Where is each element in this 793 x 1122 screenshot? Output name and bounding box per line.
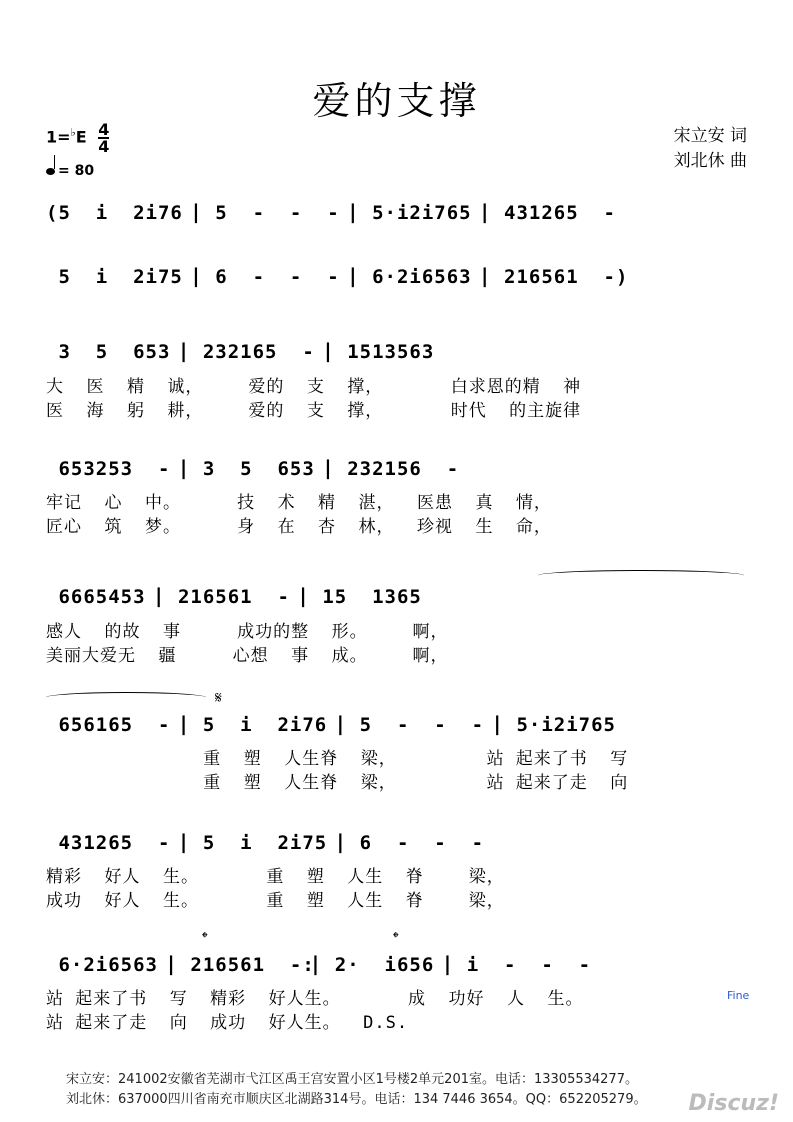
fine-marking: Fine <box>727 989 750 1002</box>
watermark: Discuz! <box>688 1091 779 1116</box>
music-row: 653253 - ⎸3 5 653 ⎸232156 - <box>46 458 460 480</box>
lyric-line-1: 精彩 好人 生。 重 塑 人生 脊 梁， <box>46 867 505 887</box>
music-row: 3 5 653 ⎸232165 - ⎸1513563 <box>46 341 435 363</box>
time-signature: $\frac{4}{4}$ <box>98 120 110 156</box>
song-title: 爱的支撑 <box>312 79 481 123</box>
tempo-marking: = 80 <box>46 163 94 179</box>
music-row: 6665453 ⎸216561 - ⎸15 1365 <box>46 586 422 608</box>
coda-icon: 𝄌 <box>393 928 399 947</box>
key-signature: 1=♭E $\frac{4}{4}$ <box>46 120 110 156</box>
footer-line: 宋立安：241002安徽省芜湖市弋江区禹王宫安置小区1号楼2单元201室。电话：13305534277。 <box>66 1072 638 1087</box>
segno-icon: 𝄋 <box>215 688 222 707</box>
lyric-line-2: 匠心 筑 梦。 身 在 杏 林， 珍视 生 命， <box>46 517 552 537</box>
music-row: (5 i 2i76 ⎸5 - - - ⎸5·i2i765 ⎸431265 - <box>46 202 616 224</box>
lyric-line-1: 大 医 精 诚， 爱的 支 撑， 白求恩的精 神 <box>46 377 582 397</box>
footer-line: 刘北休：637000四川省南充市顺庆区北湖路314号。电话：134 7446 3654。QQ：652205279。 <box>66 1092 647 1107</box>
music-row: 5 i 2i75 ⎸6 - - - ⎸6·2i6563 ⎸216561 -) <box>46 266 629 288</box>
music-row: 656165 - ⎸5 i 2i76 ⎸5 - - - ⎸5·i2i765 <box>46 714 616 736</box>
lyric-line-2: 站 起来了走 向 成功 好人生。 D.S. <box>46 1013 409 1033</box>
composer: 刘北休 曲 <box>673 151 747 171</box>
quarter-note-icon <box>46 168 55 175</box>
slur <box>46 692 206 703</box>
slur <box>538 570 744 581</box>
lyric-line-2: 成功 好人 生。 重 塑 人生 脊 梁， <box>46 891 505 911</box>
lyric-line-2: 美丽大爱无 疆 心想 事 成。 啊， <box>46 646 449 666</box>
lyricist: 宋立安 词 <box>673 126 747 146</box>
lyric-line-2: 医 海 躬 耕， 爱的 支 撑， 时代 的主旋律 <box>46 401 582 421</box>
lyric-line-2: 重 塑 人生脊 梁， 站 起来了走 向 <box>46 773 629 793</box>
lyric-line-1: 站 起来了书 写 精彩 好人生。 成 功好 人 生。 <box>46 989 584 1009</box>
music-row: 431265 - ⎸5 i 2i75 ⎸6 - - - <box>46 832 485 854</box>
music-row: 6·2i6563 ⎸216561 -:⎸2· i656 ⎸i - - - <box>46 954 592 976</box>
lyric-line-1: 牢记 心 中。 技 术 精 湛， 医患 真 情， <box>46 493 552 513</box>
contact-footer <box>66 1070 647 1110</box>
credits <box>674 124 747 174</box>
lyric-line-1: 感人 的故 事 成功的整 形。 啊， <box>46 622 449 642</box>
lyric-line-1: 重 塑 人生脊 梁， 站 起来了书 写 <box>46 749 629 769</box>
coda-icon: 𝄌 <box>202 928 208 947</box>
